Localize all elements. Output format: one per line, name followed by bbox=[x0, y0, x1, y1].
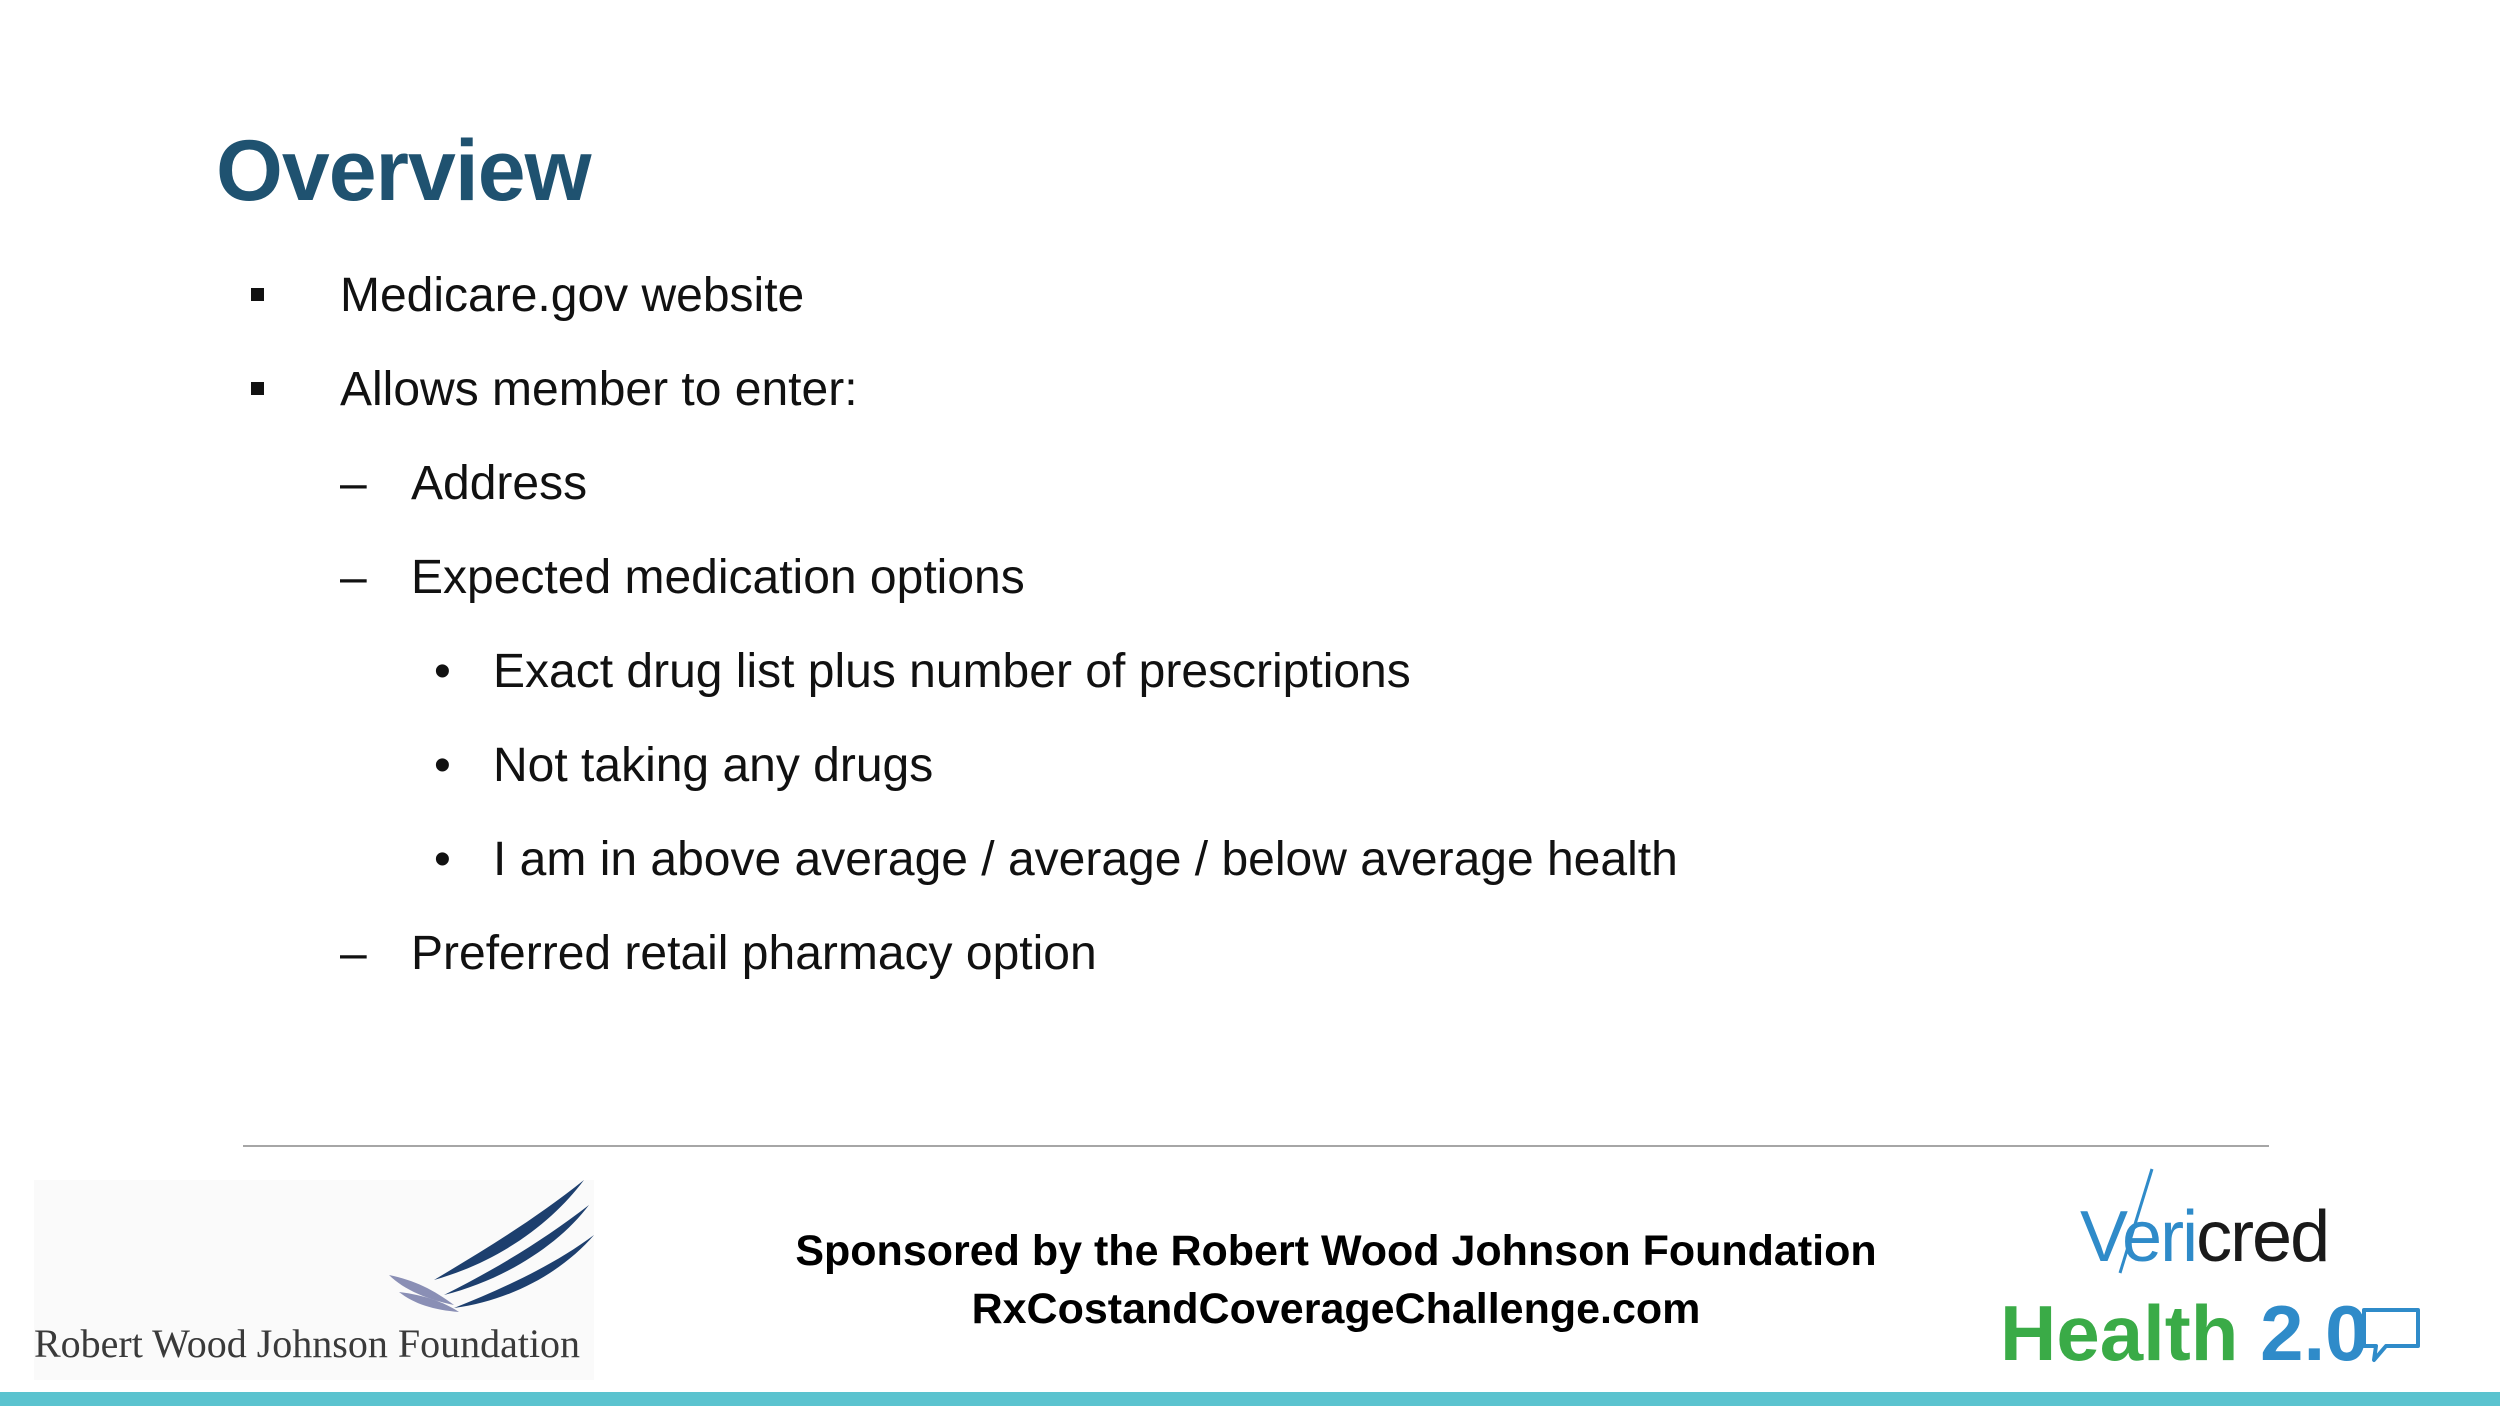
sponsor-line: Sponsored by the Robert Wood Johnson Foundation bbox=[795, 1227, 1877, 1275]
dot-bullet-icon: • bbox=[434, 739, 451, 792]
square-bullet-icon bbox=[251, 382, 264, 395]
slide-title: Overview bbox=[216, 123, 591, 219]
bullet-text: Medicare.gov website bbox=[340, 269, 805, 322]
square-bullet-icon bbox=[251, 288, 264, 301]
bullet-text: Preferred retail pharmacy option bbox=[411, 927, 1097, 980]
footer-divider bbox=[243, 1145, 2269, 1147]
health-logo-word: Health bbox=[2000, 1289, 2239, 1377]
sponsor-website: RxCostandCoverageChallenge.com bbox=[971, 1285, 1701, 1333]
dash-bullet-icon: – bbox=[340, 927, 367, 980]
health-2-logo bbox=[2000, 1288, 2369, 1379]
bullet-text: Exact drug list plus number of prescriptions bbox=[493, 645, 1411, 698]
bullet-text: Not taking any drugs bbox=[493, 739, 934, 792]
dot-bullet-icon: • bbox=[434, 645, 451, 698]
vericred-logo-part1: Veri bbox=[2080, 1197, 2197, 1277]
dash-bullet-icon: – bbox=[340, 457, 367, 510]
health-logo-version: 2.0 bbox=[2260, 1289, 2369, 1377]
dash-bullet-icon: – bbox=[340, 551, 367, 604]
rwjf-logo-text: Robert Wood Johnson Foundation bbox=[34, 1321, 581, 1366]
vericred-logo bbox=[2080, 1196, 2328, 1278]
bullet-text: Expected medication options bbox=[411, 551, 1025, 604]
dot-bullet-icon: • bbox=[434, 833, 451, 886]
bullet-text: Address bbox=[411, 457, 588, 510]
sponsor-text bbox=[780, 1222, 1892, 1338]
bullet-text: Allows member to enter: bbox=[340, 363, 858, 416]
bottom-accent-bar bbox=[0, 1392, 2500, 1406]
bullet-text: I am in above average / average / below average health bbox=[493, 833, 1678, 886]
speech-bubble-icon bbox=[2360, 1306, 2422, 1366]
vericred-logo-part2: cred bbox=[2196, 1197, 2329, 1277]
